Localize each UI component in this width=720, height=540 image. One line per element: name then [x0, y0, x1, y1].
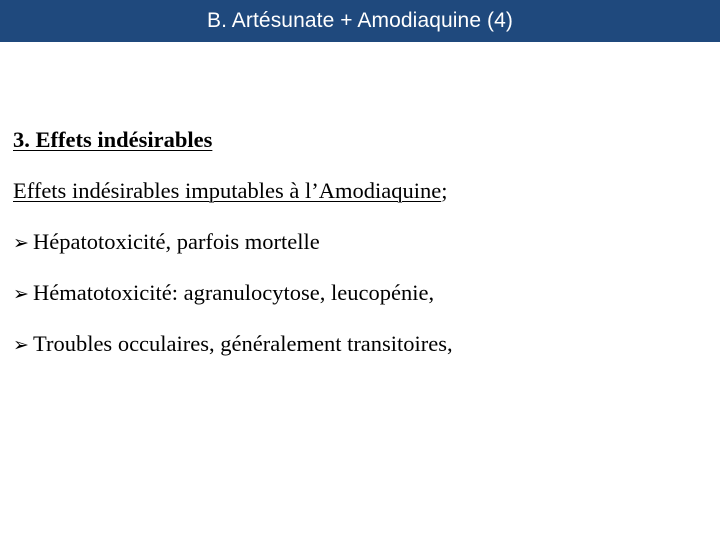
- section-heading: 3. Effets indésirables: [13, 127, 213, 152]
- arrow-bullet-icon: ➢: [13, 232, 29, 254]
- arrow-bullet-icon: ➢: [13, 283, 29, 305]
- subheading: [13, 178, 448, 204]
- bullet-text: Hépatotoxicité, parfois mortelle: [33, 229, 320, 254]
- bullet-text: Hématotoxicité: agranulocytose, leucopénie,: [33, 280, 435, 305]
- subheading-punct: ;: [441, 178, 448, 203]
- slide-title: B. Artésunate + Amodiaquine (4): [206, 9, 514, 32]
- title-bar: [0, 0, 720, 42]
- arrow-bullet-icon: ➢: [13, 334, 29, 356]
- bullet-item: [13, 229, 320, 255]
- bullet-item: [13, 331, 453, 357]
- bullet-item: [13, 280, 434, 306]
- bullet-text: Troubles occulaires, généralement transitoires,: [33, 331, 453, 356]
- subheading-text: Effets indésirables imputables à l’Amodiaquine: [13, 178, 442, 203]
